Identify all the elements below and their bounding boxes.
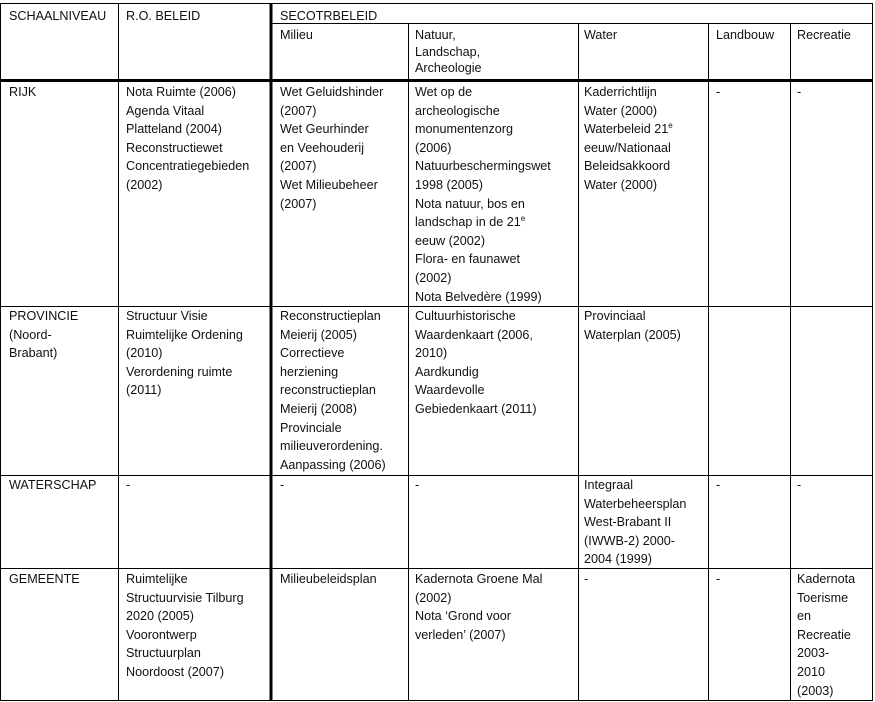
header-landbouw: Landbouw — [716, 28, 775, 42]
row-gemeente-recreatie: Kadernota Toerisme en Recreatie 2003- 2010 (2003) — [797, 572, 856, 698]
row-rijk-natuur-part2: eeuw (2002) Flora- en faunawet (2002) Nota Belvedère (1999) — [415, 233, 542, 304]
row-gemeente-natuur: Kadernota Groene Mal (2002) Nota ‘Grond voor verleden’ (2007) — [415, 572, 543, 642]
row-rijk-natuur-sup: e — [520, 214, 526, 224]
row-waterschap-landbouw: - — [716, 478, 721, 492]
row-waterschap-natuur: - — [415, 478, 420, 492]
row-provincie-ro: Structuur Visie Ruimtelijke Ordening (2010) Verordening ruimte (2011) — [126, 309, 243, 398]
header-milieu: Milieu — [280, 28, 313, 42]
row-rijk-recreatie: - — [797, 85, 802, 99]
header-sectorbeleid: SECOTRBELEID — [280, 9, 378, 23]
row-rijk-water — [584, 83, 673, 195]
row-gemeente-level: GEMEENTE — [9, 572, 80, 586]
row-rijk-water-part2: eeuw/Nationaal Beleidsakkoord Water (2000) — [584, 140, 671, 192]
header-natuur: Natuur, Landschap, Archeologie — [415, 28, 482, 75]
row-rijk-ro: Nota Ruimte (2006) Agenda Vitaal Platteland (2004) Reconstructiewet Concentratiegebieden (2002) — [126, 85, 250, 192]
row-waterschap-recreatie: - — [797, 478, 802, 492]
row-rijk-level: RIJK — [9, 85, 37, 99]
header-recreatie: Recreatie — [797, 28, 851, 42]
row-rijk-water-part1: Kaderrichtlijn Water (2000) Waterbeleid 21 — [584, 85, 669, 137]
row-provincie-milieu: Reconstructieplan Meierij (2005) Correctieve herziening reconstructieplan Meierij (2008) Provinciale milieuverordening. Aanpassing (2006) — [280, 309, 386, 472]
row-rijk-natuur — [415, 83, 551, 306]
row-gemeente-milieu: Milieubeleidsplan — [280, 572, 377, 586]
row-provincie-water: Provinciaal Waterplan (2005) — [584, 309, 681, 342]
row-gemeente-ro: Ruimtelijke Structuurvisie Tilburg 2020 (2005) Voorontwerp Structuurplan Noordoost (2007) — [126, 572, 244, 679]
row-provincie-level: PROVINCIE (Noord- Brabant) — [9, 309, 79, 361]
row-gemeente-water: - — [584, 572, 589, 586]
row-rijk-natuur-part1: Wet op de archeologische monumentenzorg (2006) Natuurbeschermingswet 1998 (2005) Nota natuur, bos en landschap in de 21 — [415, 85, 551, 230]
header-schaalniveau: SCHAALNIVEAU — [9, 9, 107, 23]
header-ro-beleid: R.O. BELEID — [126, 9, 201, 23]
row-waterschap-level: WATERSCHAP — [9, 478, 97, 492]
row-rijk-water-sup: e — [668, 121, 673, 131]
row-rijk-milieu: Wet Geluidshinder (2007) Wet Geurhinder en Veehouderij (2007) Wet Milieubeheer (2007) — [280, 85, 384, 211]
row-waterschap-ro: - — [126, 478, 131, 492]
row-gemeente-landbouw: - — [716, 572, 721, 586]
row-rijk-landbouw: - — [716, 85, 721, 99]
row-provincie-natuur: Cultuurhistorische Waardenkaart (2006, 2010) Aardkundig Waardevolle Gebiedenkaart (2011) — [415, 309, 537, 416]
row-waterschap-milieu: - — [280, 478, 285, 492]
row-waterschap-water: Integraal Waterbeheersplan West-Brabant II (IWWB-2) 2000- 2004 (1999) — [584, 478, 687, 567]
header-water: Water — [584, 28, 618, 42]
